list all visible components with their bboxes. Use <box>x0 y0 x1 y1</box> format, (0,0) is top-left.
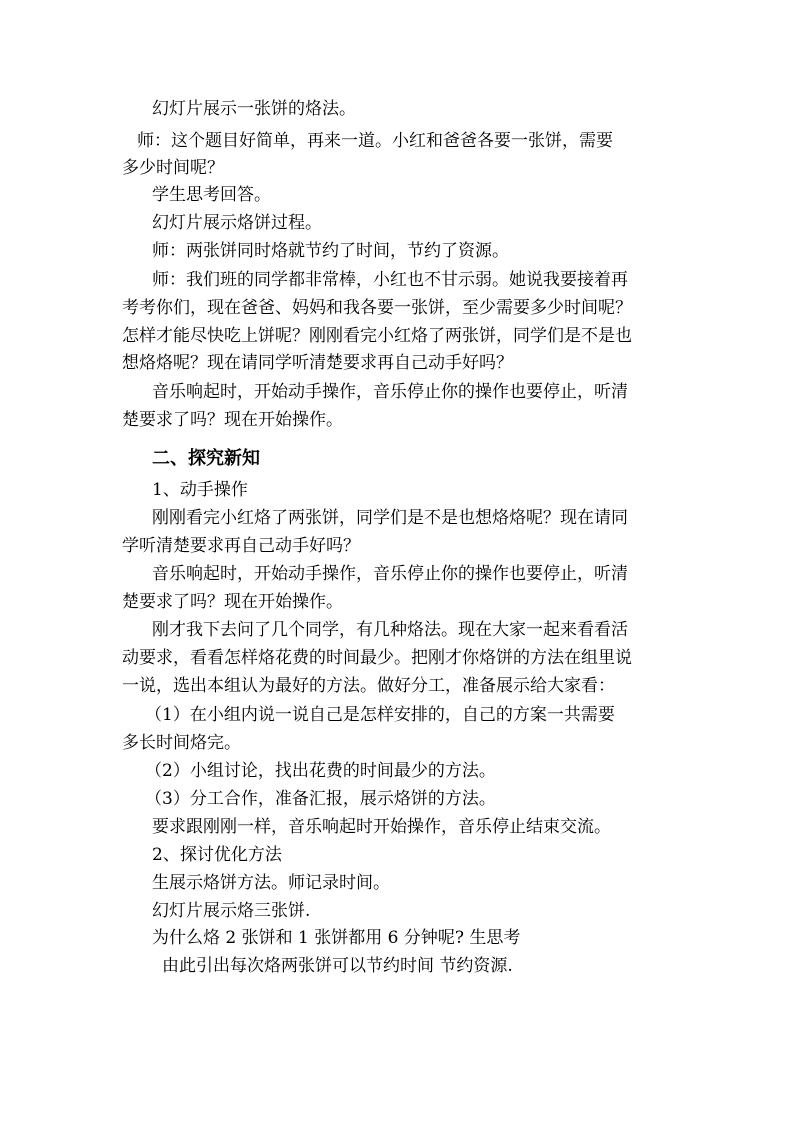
paragraph-line: 楚要求了吗？现在开始操作。 <box>122 592 343 612</box>
section-heading: 二、探究新知 <box>152 448 260 469</box>
paragraph-line: 为什么烙 2 张饼和 1 张饼都用 6 分钟呢? 生思考 <box>152 928 521 948</box>
paragraph-line: 刚刚看完小红烙了两张饼，同学们是不是也想烙烙呢？现在请同 <box>152 508 628 528</box>
list-item: （1）在小组内说一说自己是怎样安排的，自己的方案一共需要 <box>145 705 615 725</box>
subsection-heading: 2、探讨优化方法 <box>152 845 282 865</box>
paragraph-line: 多长时间烙完。 <box>122 733 241 753</box>
paragraph-line: 怎样才能尽快吃上饼呢？刚刚看完小红烙了两张饼，同学们是不是也 <box>122 326 632 346</box>
paragraph-line: 学生思考回答。 <box>152 185 271 205</box>
paragraph-line: 考考你们，现在爸爸、妈妈和我各要一张饼，至少需要多少时间呢？ <box>122 298 632 318</box>
paragraph-line: 由此引出每次烙两张饼可以节约时间 节约资源. <box>162 956 513 976</box>
paragraph-line: 幻灯片展示烙三张饼. <box>152 901 311 921</box>
paragraph-line: 多少时间呢？ <box>122 158 224 178</box>
paragraph-line: 要求跟刚刚一样，音乐响起时开始操作，音乐停止结束交流。 <box>152 817 611 837</box>
paragraph-line: 刚才我下去问了几个同学，有几种烙法。现在大家一起来看看活 <box>152 620 628 640</box>
paragraph-line: 生展示烙饼方法。师记录时间。 <box>152 873 390 893</box>
paragraph-line: 幻灯片展示烙饼过程。 <box>152 213 322 233</box>
paragraph-line: 学听清楚要求再自己动手好吗？ <box>122 536 360 556</box>
paragraph-line: 一说，选出本组认为最好的方法。做好分工，准备展示给大家看： <box>122 676 615 696</box>
paragraph-line: 师：我们班的同学都非常棒，小红也不甘示弱。她说我要接着再 <box>152 270 628 290</box>
list-item: （2）小组讨论，找出花费的时间最少的方法。 <box>145 761 496 781</box>
paragraph-line: 动要求，看看怎样烙花费的时间最少。把刚才你烙饼的方法在组里说 <box>122 648 632 668</box>
paragraph-line: 师：这个题目好简单，再来一道。小红和爸爸各要一张饼，需要 <box>137 131 613 151</box>
paragraph-line: 师：两张饼同时烙就节约了时间，节约了资源。 <box>152 241 509 261</box>
paragraph-line: 想烙烙呢？现在请同学听清楚要求再自己动手好吗？ <box>122 353 513 373</box>
list-item: （3）分工合作，准备汇报，展示烙饼的方法。 <box>145 789 496 809</box>
paragraph-line: 幻灯片展示一张饼的烙法。 <box>152 99 356 119</box>
paragraph-line: 音乐响起时，开始动手操作，音乐停止你的操作也要停止，听清 <box>152 564 628 584</box>
paragraph-line: 楚要求了吗？现在开始操作。 <box>122 410 343 430</box>
subsection-heading: 1、动手操作 <box>152 480 248 500</box>
paragraph-line: 音乐响起时，开始动手操作，音乐停止你的操作也要停止，听清 <box>152 382 628 402</box>
